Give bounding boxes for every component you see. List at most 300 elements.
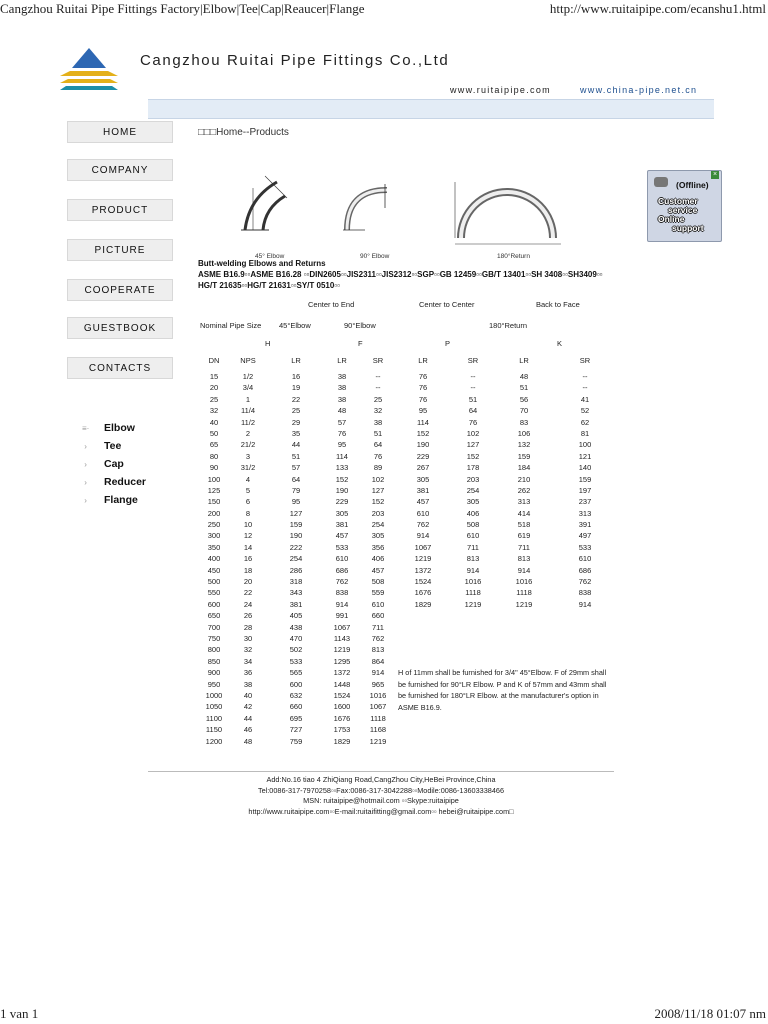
table-cell: 150 <box>207 497 221 507</box>
table-cell: 25 <box>209 394 219 404</box>
table-cell: 1600 <box>333 702 351 712</box>
table-cell: 178 <box>466 463 480 473</box>
table-cell: 406 <box>371 554 385 564</box>
table-cell: 38 <box>243 679 253 689</box>
elbow-diagrams <box>235 168 615 264</box>
table-cell: 497 <box>578 531 592 541</box>
table-cell: 57 <box>291 463 301 473</box>
table-cell: 89 <box>373 463 383 473</box>
table-cell: 21/2 <box>240 440 256 450</box>
breadcrumb: □□□Home--Products <box>198 127 289 138</box>
table-cell: 559 <box>371 588 385 598</box>
table-cell: 24 <box>243 599 253 609</box>
table-cell: 762 <box>371 633 385 643</box>
table-cell: 405 <box>289 611 303 621</box>
table-cell: 414 <box>517 508 531 518</box>
table-cell: 80 <box>209 451 219 461</box>
table-cell: 381 <box>335 520 349 530</box>
table-cell: 16 <box>291 372 301 381</box>
table-cell: 76 <box>468 417 478 427</box>
table-cell: 914 <box>416 531 430 541</box>
table-cell: 100 <box>207 474 221 484</box>
table-cell: 533 <box>578 542 592 552</box>
table-cell: 1118 <box>465 588 481 598</box>
table-cell: -- <box>470 372 476 381</box>
nav-cooperate[interactable]: COOPERATE <box>67 279 173 301</box>
table-cell: 190 <box>335 485 349 495</box>
table-cell: 38 <box>337 394 347 404</box>
table-cell: 267 <box>416 463 430 473</box>
product-title-block <box>198 258 618 291</box>
table-cell: 914 <box>578 599 592 609</box>
table-cell: 57 <box>337 417 347 427</box>
table-cell: 90 <box>209 463 219 473</box>
table-cell: 222 <box>289 542 303 552</box>
figure-label-180: 180°Return <box>497 253 530 260</box>
table-cell: 11/4 <box>240 406 256 416</box>
table-cell: 20 <box>209 383 219 393</box>
table-cell: 1219 <box>515 599 533 609</box>
table-cell: 660 <box>289 702 303 712</box>
table-cell: 22 <box>291 394 301 404</box>
table-cell: 750 <box>207 633 221 643</box>
table-cell: 300 <box>207 531 221 541</box>
table-cell: 19 <box>291 383 301 393</box>
table-cell: 15 <box>209 372 219 381</box>
table-cell: 6 <box>245 497 251 507</box>
table-cell: 318 <box>289 577 303 587</box>
table-cell: 25 <box>291 406 301 416</box>
table-cell: 1067 <box>369 702 387 712</box>
table-cell: 518 <box>517 520 531 530</box>
table-cell: 800 <box>207 645 221 655</box>
table-cell: 42 <box>243 702 253 712</box>
table-cell: 152 <box>335 474 349 484</box>
table-cell: 34 <box>243 656 253 666</box>
table-cell: 28 <box>243 622 253 632</box>
table-cell: 600 <box>289 679 303 689</box>
table-cell: 457 <box>335 531 349 541</box>
table-cell: 38 <box>373 417 383 427</box>
footer <box>148 775 614 817</box>
table-cell: 159 <box>289 520 303 530</box>
elbow-45-drawing <box>241 176 287 230</box>
table-cell: 686 <box>335 565 349 575</box>
table-cell: 48 <box>519 372 529 381</box>
table-cell: 632 <box>289 690 303 700</box>
table-cell: 508 <box>466 520 480 530</box>
table-cell: 44 <box>243 713 253 723</box>
table-cell: 32 <box>243 645 253 655</box>
table-cell: 152 <box>466 451 480 461</box>
table-cell: 64 <box>291 474 301 484</box>
table-cell: 400 <box>207 554 221 564</box>
table-cell: 533 <box>335 542 349 552</box>
table-cell: 127 <box>371 485 385 495</box>
table-cell: 4 <box>245 474 251 484</box>
table-cell: 125 <box>207 485 221 495</box>
table-cell: 1676 <box>333 713 351 723</box>
table-cell: 1200 <box>205 736 223 746</box>
table-cell: 850 <box>207 656 221 666</box>
table-cell: 500 <box>207 577 221 587</box>
live-chat-widget[interactable] <box>647 170 722 242</box>
table-cell: 51 <box>468 394 478 404</box>
table-cell: 36 <box>243 668 253 678</box>
category-reducer[interactable]: › Reducer <box>82 476 147 488</box>
table-cell: 1372 <box>414 565 432 575</box>
table-cell: 31/2 <box>240 463 256 473</box>
bullet-icon: › <box>82 459 87 469</box>
return-180-drawing <box>455 182 561 244</box>
table-cell: 305 <box>416 474 430 484</box>
table-cell: 18 <box>243 565 253 575</box>
table-cell: -- <box>375 383 381 393</box>
website-link-2[interactable]: www.china-pipe.net.cn <box>580 85 698 95</box>
subheader-180-return: 180°Return <box>489 321 528 330</box>
table-cell: 914 <box>517 565 531 575</box>
table-cell: -- <box>582 383 588 393</box>
table-cell: 457 <box>371 565 385 575</box>
table-cell: 711 <box>372 622 384 632</box>
table-cell: 438 <box>289 622 303 632</box>
table-cell: 65 <box>209 440 219 450</box>
letter-f: F <box>358 339 363 348</box>
print-page-count: 1 van 1 <box>0 1006 39 1021</box>
table-cell: 152 <box>371 497 385 507</box>
table-cell: 48 <box>243 736 253 746</box>
bullet-icon: › <box>82 477 87 487</box>
table-cell: 32 <box>209 406 219 416</box>
category-tee[interactable]: › Tee <box>82 440 122 452</box>
table-cell: 305 <box>466 497 480 507</box>
table-cell: 950 <box>207 679 221 689</box>
footer-phone: Tel:0086-317-7970258▫▫Fax:0086-317-3042288▫▫Modile:0086-13603338466 <box>257 785 505 795</box>
table-cell: 100 <box>578 440 592 450</box>
table-cell: 914 <box>466 565 480 575</box>
table-cell: 38 <box>337 372 347 381</box>
nav-product[interactable]: PRODUCT <box>67 199 173 221</box>
table-cell: 40 <box>243 690 253 700</box>
table-cell: 95 <box>418 406 428 416</box>
table-cell: 51 <box>373 428 383 438</box>
table-cell: 550 <box>207 588 221 598</box>
table-cell: 1219 <box>369 736 387 746</box>
table-cell: 1100 <box>205 713 223 723</box>
table-cell: 727 <box>289 725 303 735</box>
table-cell: 132 <box>517 440 531 450</box>
table-cell: 1295 <box>333 656 351 666</box>
table-cell: 114 <box>336 451 348 461</box>
table-cell: 203 <box>371 508 385 518</box>
table-cell: 762 <box>578 577 592 587</box>
nav-home[interactable]: HOME <box>67 121 173 143</box>
table-cell: 1067 <box>333 622 351 632</box>
table-cell: 1050 <box>205 702 223 712</box>
table-cell: 32 <box>373 406 383 416</box>
table-cell: 22 <box>243 588 253 598</box>
table-cell: 391 <box>578 520 592 530</box>
product-standards-line2: HG/T 21635▫▫HG/T 21631▫▫SY/T 0510▫▫ <box>198 281 340 290</box>
table-cell: 56 <box>519 394 529 404</box>
table-cell: 381 <box>289 599 303 609</box>
table-cell: 3 <box>245 451 251 461</box>
table-cell: 35 <box>291 428 301 438</box>
table-cell: 254 <box>466 485 480 495</box>
table-cell: 14 <box>243 542 253 552</box>
table-cell: 1143 <box>333 633 351 643</box>
table-cell: 533 <box>289 656 303 666</box>
table-cell: 695 <box>289 713 303 723</box>
table-cell: 1016 <box>369 690 387 700</box>
table-cell: 51 <box>291 451 301 461</box>
table-cell: 102 <box>371 474 385 484</box>
table-cell: 650 <box>207 611 221 621</box>
table-cell: 711 <box>518 542 530 552</box>
letter-k: K <box>557 339 563 348</box>
table-cell: 759 <box>289 736 303 746</box>
table-cell: 62 <box>580 417 590 427</box>
table-cell: 203 <box>466 474 480 484</box>
table-cell: 1168 <box>369 725 387 735</box>
table-cell: 159 <box>517 451 531 461</box>
table-cell: 619 <box>517 531 531 541</box>
table-cell: 914 <box>335 599 349 609</box>
table-cell: 64 <box>468 406 478 416</box>
table-cell: 140 <box>578 463 592 473</box>
table-cell: 350 <box>207 542 221 552</box>
table-cell: 10 <box>243 520 253 530</box>
table-cell: 95 <box>337 440 347 450</box>
table-cell: 83 <box>519 417 529 427</box>
figure-label-45: 45° Elbow <box>255 253 285 260</box>
table-cell: 502 <box>289 645 303 655</box>
table-cell: 254 <box>371 520 385 530</box>
table-cell: 305 <box>335 508 349 518</box>
table-cell: 610 <box>416 508 430 518</box>
table-cell: 52 <box>580 406 590 416</box>
nav-company[interactable]: COMPANY <box>67 159 173 181</box>
table-cell: 356 <box>371 542 385 552</box>
table-cell: 81 <box>580 428 590 438</box>
table-cell: -- <box>375 372 381 381</box>
table-cell: 900 <box>207 668 221 678</box>
table-cell: 762 <box>416 520 430 530</box>
table-cell: 229 <box>335 497 349 507</box>
table-cell: 610 <box>578 554 592 564</box>
category-elbow[interactable]: ≡· Elbow <box>82 422 135 434</box>
table-cell: 16 <box>243 554 253 564</box>
table-cell: 1 <box>245 394 251 404</box>
group-header-center-to-end: Center to End <box>308 300 355 309</box>
table-cell: 46 <box>243 725 253 735</box>
table-cell: 197 <box>578 485 592 495</box>
table-cell: 254 <box>289 554 303 564</box>
table-cell: 343 <box>289 588 303 598</box>
table-cell: 200 <box>207 508 221 518</box>
table-cell: 48 <box>337 406 347 416</box>
table-cell: 1372 <box>333 668 351 678</box>
print-timestamp: 2008/11/18 01:07 nm <box>654 1006 766 1021</box>
table-cell: 1118 <box>370 713 386 723</box>
bullet-icon: › <box>82 495 87 505</box>
table-cell: 1016 <box>464 577 482 587</box>
category-cap[interactable]: › Cap <box>82 458 124 470</box>
table-cell: 610 <box>466 531 480 541</box>
table-cell: 1829 <box>333 736 351 746</box>
table-cell: 813 <box>517 554 531 564</box>
table-cell: 1219 <box>414 554 432 564</box>
table-cell: 1000 <box>205 690 223 700</box>
table-cell: 1219 <box>333 645 351 655</box>
table-cell: 38 <box>337 383 347 393</box>
table-cell: 1524 <box>333 690 351 700</box>
table-cell: 305 <box>371 531 385 541</box>
table-cell: 152 <box>416 428 430 438</box>
table-cell: 70 <box>519 406 529 416</box>
footer-web[interactable]: http://www.ruitaipipe.com▫▫E-mail:ruitaifitting@gmail.com▫▫ hebei@ruitaipipe.com□ <box>248 806 514 816</box>
table-cell: 965 <box>371 679 385 689</box>
bullet-icon: › <box>82 441 87 451</box>
table-cell: 508 <box>371 577 385 587</box>
product-standards-line1: ASME B16.9▫▫ASME B16.28 ▫▫DIN2605▫▫JIS2311▫▫JIS2312▫▫SGP▫▫GB 12459▫▫GB/T 13401▫▫SH 3408▫▫SH3409▫▫ <box>198 270 603 279</box>
header-band <box>148 99 714 119</box>
table-cell: 114 <box>417 417 429 427</box>
subheader-45-elbow: 45°Elbow <box>279 321 311 330</box>
footer-divider <box>148 771 614 772</box>
table-cell: 237 <box>578 497 592 507</box>
table-cell: 686 <box>578 565 592 575</box>
table-cell: 51 <box>519 383 529 393</box>
table-cell: 2 <box>245 428 251 438</box>
nav-contacts[interactable]: CONTACTS <box>67 357 173 379</box>
table-cell: 190 <box>416 440 430 450</box>
table-cell: 600 <box>207 599 221 609</box>
table-cell: 95 <box>291 497 301 507</box>
table-cell: 864 <box>371 656 385 666</box>
table-cell: 1/2 <box>242 372 254 381</box>
table-cell: 313 <box>517 497 531 507</box>
table-cell: 127 <box>466 440 480 450</box>
table-cell: 838 <box>578 588 592 598</box>
table-cell: 1118 <box>516 588 532 598</box>
table-cell: 190 <box>289 531 303 541</box>
table-cell: 229 <box>416 451 430 461</box>
table-cell: 450 <box>207 565 221 575</box>
company-name: Cangzhou Ruitai Pipe Fittings Co.,Ltd <box>140 52 450 69</box>
footer-msn: MSN: ruitaipipe@hotmail.com ▫▫Skype:ruitaipipe <box>303 796 459 806</box>
table-cell: -- <box>470 383 476 393</box>
group-header-back-to-face: Back to Face <box>536 300 580 309</box>
phone-icon <box>654 177 668 187</box>
table-cell: 30 <box>243 633 253 643</box>
table-cell: 210 <box>517 474 531 484</box>
table-cell: 41 <box>580 394 590 404</box>
elbow-90-drawing <box>343 184 387 230</box>
table-cell: 1067 <box>414 542 432 552</box>
table-cell: 106 <box>517 428 531 438</box>
table-cell: 20 <box>243 577 253 587</box>
letter-p: P <box>445 339 451 348</box>
category-list <box>82 419 146 509</box>
table-cell: 121 <box>578 451 592 461</box>
table-cell: 565 <box>289 668 303 678</box>
print-header-url: http://www.ruitaipipe.com/ecanshu1.html <box>549 1 766 16</box>
table-cell: 1448 <box>333 679 351 689</box>
nav-picture[interactable]: PICTURE <box>67 239 173 261</box>
table-note: H of 11mm shall be furnished for 3/4" 45°Elbow. F of 29mm shall be furnished for 90°LR Elbow. P and K of 57mm and 43mm shall be furnished for 180°LR Elbow. at the manufacturer's option in ASME B16.9. <box>398 668 607 712</box>
table-cell: 813 <box>371 645 385 655</box>
table-cell: 1753 <box>333 725 351 735</box>
chat-label: Customer service Online support <box>658 196 704 233</box>
table-cell: 381 <box>416 485 430 495</box>
table-cell: 610 <box>371 599 385 609</box>
table-cell: 76 <box>418 372 428 381</box>
letter-h: H <box>265 339 271 348</box>
table-cell: 1016 <box>515 577 533 587</box>
table-cell: 470 <box>289 633 303 643</box>
table-cell: 5 <box>245 485 251 495</box>
subheader-90-elbow: 90°Elbow <box>344 321 376 330</box>
table-cell: 184 <box>517 463 531 473</box>
table-cell: 133 <box>335 463 349 473</box>
table-cell: 1219 <box>464 599 482 609</box>
table-cell: 660 <box>371 611 385 621</box>
table-cell: 991 <box>335 611 349 621</box>
table-cell: 610 <box>335 554 349 564</box>
group-header-center-to-center: Center to Center <box>419 300 475 309</box>
table-cell: 1524 <box>414 577 432 587</box>
table-cell: 40 <box>209 417 219 427</box>
table-cell: 457 <box>416 497 430 507</box>
table-cell: 64 <box>373 440 383 450</box>
table-cell: 127 <box>289 508 303 518</box>
table-cell: 711 <box>467 542 479 552</box>
table-cell: 262 <box>517 485 531 495</box>
table-cell: 3/4 <box>242 383 254 393</box>
table-cell: 838 <box>335 588 349 598</box>
table-cell: 762 <box>335 577 349 587</box>
table-cell: 313 <box>578 508 592 518</box>
table-cell: 12 <box>243 531 253 541</box>
table-cell: 102 <box>466 428 480 438</box>
website-link-1[interactable]: www.ruitaipipe.com <box>450 85 551 95</box>
bullet-icon: ≡· <box>82 423 90 433</box>
table-cell: 1150 <box>205 725 223 735</box>
table-cell: 8 <box>245 508 251 518</box>
table-cell: 406 <box>466 508 480 518</box>
product-title: Butt-welding Elbows and Returns <box>198 259 326 268</box>
nav-guestbook[interactable]: GUESTBOOK <box>67 317 173 339</box>
table-cell: 813 <box>466 554 480 564</box>
table-cell: 76 <box>337 428 347 438</box>
company-logo <box>58 46 120 92</box>
table-cell: 1676 <box>414 588 432 598</box>
print-footer <box>0 1006 768 1024</box>
print-header-title: Cangzhou Ruitai Pipe Fittings Factory|Elbow|Tee|Cap|Reaucer|Flange <box>0 1 365 16</box>
table-cell: 26 <box>243 611 253 621</box>
table-cell: 76 <box>373 451 383 461</box>
table-cell: 79 <box>291 485 301 495</box>
print-header <box>0 0 768 18</box>
close-icon[interactable]: × <box>712 171 718 178</box>
category-flange[interactable]: › Flange <box>82 494 138 506</box>
table-cell: 700 <box>207 622 221 632</box>
table-cell: 1829 <box>414 599 432 609</box>
table-cell: 25 <box>373 394 383 404</box>
table-cell: 50 <box>209 428 219 438</box>
chat-status: (Offline) <box>676 180 709 190</box>
